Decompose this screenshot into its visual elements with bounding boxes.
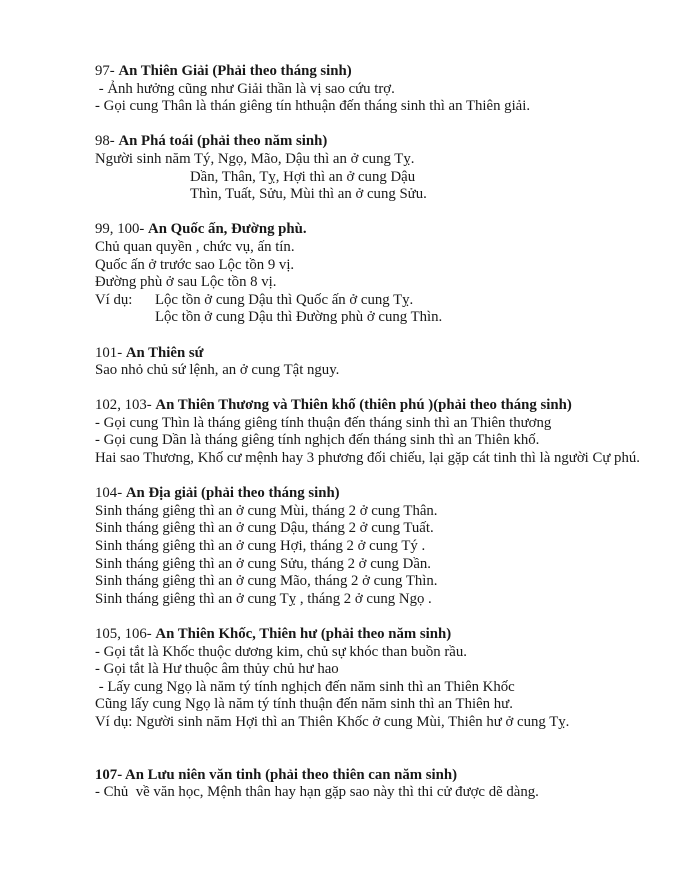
section-105-106: [95, 626, 661, 732]
body-line: - Gọi tắt là Hư thuộc âm thủy chủ hư hao: [95, 661, 339, 678]
section-heading: [95, 397, 661, 415]
section-number: 101-: [95, 344, 126, 361]
body-line: Sao nhỏ chủ sứ lệnh, an ở cung Tật nguy.: [95, 362, 340, 379]
section-number: 99, 100-: [95, 221, 149, 238]
body-line: - Ảnh hưởng cũng như Giải thần là vị sao cứu trợ.: [95, 80, 395, 97]
section-title: An Địa giải (phải theo tháng sinh): [125, 485, 340, 502]
body-line: - Gọi cung Dần là tháng giêng tính nghịch đến tháng sinh thì an Thiên khố.: [95, 432, 540, 449]
section-heading: [95, 767, 661, 785]
body-line: - Chủ về văn học, Mệnh thân hay hạn gặp sao này thì thi cử được dẽ dàng.: [95, 784, 539, 801]
body-line: Đường phù ở sau Lộc tồn 8 vị.: [95, 274, 277, 291]
section-heading: [95, 63, 661, 81]
section-heading: [95, 485, 661, 503]
section-102-103: [95, 397, 661, 467]
body-line: Sinh tháng giêng thì an ở cung Dậu, tháng 2 ở cung Tuất.: [95, 520, 434, 537]
section-101: [95, 345, 661, 380]
section-title: An Phá toái (phải theo năm sinh): [118, 133, 328, 150]
body-line: - Gọi tắt là Khốc thuộc dương kim, chủ sự khóc than buồn rầu.: [95, 643, 467, 660]
body-line: - Gọi cung Thân là thán giêng tín hthuận đến tháng sinh thì an Thiên giải.: [95, 98, 531, 115]
section-title: An Thiên sứ: [125, 344, 204, 361]
body-line: Chủ quan quyền , chức vụ, ấn tín.: [95, 238, 295, 255]
body-line: Sinh tháng giêng thì an ở cung Mùi, tháng 2 ở cung Thân.: [95, 502, 438, 519]
section-heading: [95, 221, 661, 239]
body-line: Sinh tháng giêng thì an ở cung Mão, tháng 2 ở cung Thìn.: [95, 573, 438, 590]
section-97: [95, 63, 661, 116]
body-line: - Gọi cung Thìn là tháng giêng tính thuận đến tháng sinh thì an Thiên thương: [95, 414, 552, 431]
body-line: Ví dụ: Người sinh năm Hợi thì an Thiên Khốc ở cung Mùi, Thiên hư ở cung Tỵ.: [95, 713, 570, 730]
section-number: 104-: [95, 485, 126, 502]
example-text: Lộc tồn ở cung Dậu thì Quốc ấn ở cung Tỵ.: [155, 291, 414, 308]
example-line: Lộc tồn ở cung Dậu thì Đường phù ở cung Thìn.: [155, 309, 443, 326]
section-98: [95, 133, 661, 203]
section-heading: [95, 345, 661, 363]
section-number: 107-: [95, 766, 126, 783]
body-line: Sinh tháng giêng thì an ở cung Sửu, tháng 2 ở cung Dần.: [95, 555, 432, 572]
body-line: Sinh tháng giêng thì an ở cung Hợi, tháng 2 ở cung Tý .: [95, 538, 426, 555]
section-number: 105, 106-: [95, 626, 156, 642]
example-label: Ví dụ:: [95, 291, 133, 308]
section-104: [95, 485, 661, 608]
section-107: [95, 767, 661, 802]
body-line: - Lấy cung Ngọ là năm tý tính nghịch đến năm sinh thì an Thiên Khốc: [95, 678, 515, 695]
section-title: An Thiên Khốc, Thiên hư (phải theo năm sinh): [155, 626, 452, 642]
body-line: Thìn, Tuất, Sửu, Mùi thì an ở cung Sửu.: [190, 186, 427, 203]
section-number: 98-: [95, 133, 119, 150]
section-title: An Quốc ấn, Đường phù.: [148, 221, 307, 238]
section-heading: [95, 133, 661, 151]
section-title: An Thiên Thương và Thiên khố (thiên phú )(phải theo tháng sinh): [155, 397, 572, 414]
section-heading: [95, 626, 661, 644]
body-line: Sinh tháng giêng thì an ở cung Tỵ , tháng 2 ở cung Ngọ .: [95, 590, 432, 607]
section-title: An Lưu niên văn tinh (phải theo thiên can năm sinh): [125, 766, 458, 783]
section-number: 97-: [95, 63, 119, 79]
body-line: Dần, Thân, Tỵ, Hợi thì an ở cung Dậu: [190, 168, 416, 185]
example-line: [95, 292, 661, 310]
body-line: Cũng lấy cung Ngọ là năm tý tính thuận đến năm sinh thì an Thiên hư.: [95, 696, 513, 713]
body-line: Quốc ấn ở trước sao Lộc tồn 9 vị.: [95, 256, 295, 273]
section-title: An Thiên Giải (Phải theo tháng sinh): [118, 63, 352, 79]
body-line: Hai sao Thương, Khố cư mệnh hay 3 phương đối chiếu, lại gặp cát tinh thì là người Cự phú.: [95, 450, 640, 467]
section-number: 102, 103-: [95, 397, 156, 414]
section-99-100: [95, 221, 661, 327]
body-line: Người sinh năm Tý, Ngọ, Mão, Dậu thì an ở cung Tỵ.: [95, 150, 415, 167]
